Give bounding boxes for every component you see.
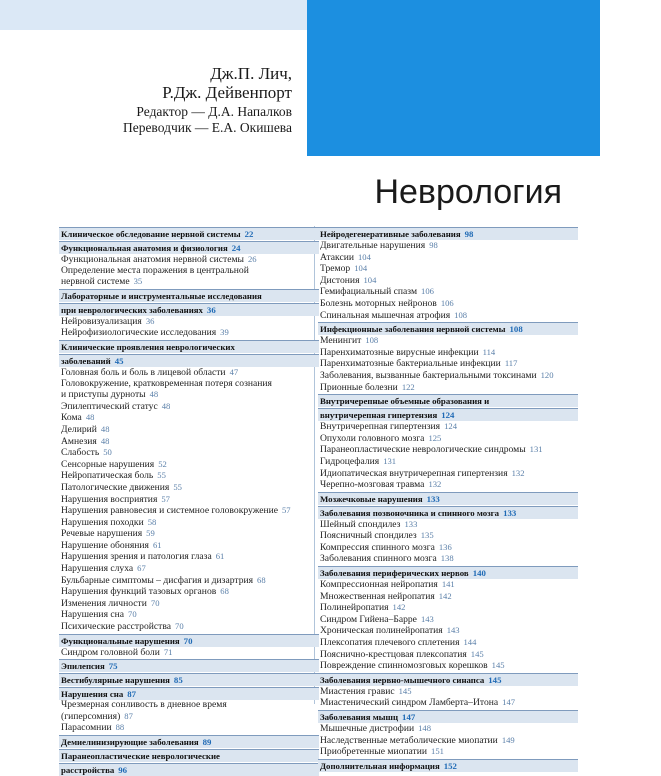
- page-title: Неврология: [374, 173, 562, 211]
- toc-entry-text: Компрессионная нейропатия: [320, 579, 438, 591]
- toc-entry-text: Внутричерепная гипертензия: [320, 421, 441, 433]
- toc-entry: [318, 519, 578, 531]
- toc-section-heading: [318, 492, 578, 505]
- toc-entry: [59, 563, 319, 575]
- toc-page-number: 55: [173, 481, 182, 492]
- toc-entry-text: Заболевания периферических нервов: [320, 568, 469, 579]
- toc-page-number: 104: [363, 274, 377, 285]
- toc-page-number: 98: [429, 240, 438, 250]
- toc-section-heading: [318, 566, 578, 579]
- toc-section-heading: [318, 506, 578, 519]
- toc-page-number: 61: [152, 539, 162, 550]
- toc-page-number: 125: [428, 432, 442, 443]
- toc-section-heading: [59, 673, 319, 686]
- toc-entry: [59, 447, 319, 459]
- toc-page-number: 70: [175, 621, 184, 632]
- toc-page-number: 48: [161, 400, 171, 411]
- toc-page-number: 47: [229, 366, 239, 377]
- toc-right-column: [318, 226, 578, 772]
- toc-page-number: 108: [454, 309, 468, 320]
- toc-entry: [318, 468, 578, 480]
- toc-page-number: 145: [491, 660, 505, 671]
- toc-entry-text: Нарушения зрения и патология глаза: [61, 551, 212, 563]
- toc-entry-text: (гиперсомния): [61, 710, 121, 722]
- toc-entry: [318, 370, 578, 382]
- toc-entry: [318, 735, 578, 747]
- toc-entry: [59, 424, 319, 436]
- toc-page-number: 67: [137, 563, 146, 574]
- toc-entry: [318, 479, 578, 491]
- toc-section-heading: [59, 241, 319, 254]
- toc-entry-text: Шейный спондилез: [320, 518, 401, 530]
- toc-page-number: 131: [383, 455, 397, 466]
- toc-entry-text: Головная боль и боль в лицевой области: [61, 366, 226, 378]
- toc-page-number: 36: [145, 315, 155, 326]
- toc-page-number: 39: [220, 327, 229, 338]
- toc-entry-text: Нарушения функций тазовых органов: [61, 586, 217, 598]
- toc-entry-text: Компрессия спинного мозга: [320, 541, 435, 553]
- toc-entry-text: Эпилепсия: [61, 661, 105, 672]
- toc-entry-text: Нейровизуализация: [61, 315, 142, 327]
- toc-entry-text: Прионные болезни: [320, 381, 398, 393]
- toc-page-number: 133: [404, 518, 418, 529]
- toc-entry-text: Психические расстройства: [61, 621, 172, 633]
- toc-entry: [318, 240, 578, 252]
- toc-entry: [59, 459, 319, 471]
- toc-entry-text: Мозжечковые нарушения: [320, 493, 423, 504]
- toc-entry-text: Гемифациальный спазм: [320, 286, 418, 298]
- toc-page-number: 138: [440, 553, 454, 564]
- toc-page-number: 135: [420, 530, 434, 541]
- toc-entry-text: Атаксии: [320, 251, 354, 263]
- toc-entry: [59, 401, 319, 413]
- toc-entry-text: Паренхиматозные вирусные инфекции: [320, 346, 479, 358]
- toc-entry: [318, 252, 578, 264]
- toc-page-number: 104: [357, 251, 371, 262]
- authors: [12, 64, 292, 102]
- toc-entry-text: Функциональная анатомия и физиология: [61, 243, 228, 253]
- toc-entry-text: Идиопатическая внутричерепная гипертензия: [320, 467, 508, 479]
- toc-entry-text: Лабораторные и инструментальные исследования: [61, 290, 262, 301]
- toc-page-number: 117: [504, 358, 518, 369]
- editor-line: Редактор — Д.А. Напалков: [136, 104, 292, 119]
- toc-entry-text: Заболевания спинного мозга: [320, 553, 437, 565]
- toc-entry: [318, 286, 578, 298]
- toc-entry: [59, 482, 319, 494]
- toc-entry-text: Демиелинизирующие заболевания: [61, 737, 199, 747]
- toc-entry-text: Внутричерепные объемные образования и: [320, 396, 490, 407]
- toc-entry: [318, 358, 578, 370]
- toc-entry-text: Нейродегенеративные заболевания: [320, 229, 461, 239]
- toc-entry-text: заболеваний: [61, 355, 111, 366]
- toc-page-number: 48: [100, 423, 110, 434]
- toc-page-number: 26: [247, 254, 257, 264]
- toc-page-number: 106: [421, 286, 434, 297]
- toc-entry-text: Нарушения сна: [61, 609, 125, 621]
- toc-entry-text: Миастенический синдром Ламберта–Итона: [320, 697, 499, 709]
- toc-entry-text: Делирий: [61, 423, 97, 435]
- toc-entry: [318, 347, 578, 359]
- toc-entry: [59, 586, 319, 598]
- toc-page-number: 88: [115, 722, 125, 733]
- toc-page-number: 89: [202, 737, 212, 747]
- toc-entry-text: Синдром Гийена–Барре: [320, 613, 417, 625]
- toc-entry-text: Изменения личности: [61, 597, 147, 609]
- toc-entry: [59, 722, 319, 734]
- toc-entry: [59, 609, 319, 621]
- toc-entry: [318, 456, 578, 468]
- toc-entry-text: Дополнительная информация: [320, 760, 440, 771]
- toc-entry-text: Нарушения восприятия: [61, 493, 158, 505]
- chapter-number: 1: [621, 72, 661, 152]
- toc-entry-text: Двигательные нарушения: [320, 240, 426, 251]
- toc-page-number: 45: [114, 355, 124, 366]
- toc-entry-text: Кома: [61, 412, 82, 424]
- toc-entry-text: расстройства: [61, 765, 115, 775]
- toc-page-number: 68: [220, 586, 229, 597]
- toc-entry-text: Парасомнии: [61, 722, 112, 734]
- toc-section-heading: [59, 340, 319, 353]
- toc-page-number: 148: [418, 723, 431, 733]
- toc-entry-text: Менингит: [320, 335, 362, 347]
- toc-entry-text: Нарушения равновесия и системное головокружение: [61, 505, 278, 517]
- toc-entry-text: Нейропатическая боль: [61, 470, 154, 482]
- toc-section-heading: [318, 759, 578, 772]
- toc-entry-text: Заболевания нервно-мышечного синапса: [320, 674, 485, 685]
- toc-section-heading: [59, 354, 319, 367]
- toc-page-number: 59: [146, 528, 155, 539]
- toc-page-number: 132: [428, 479, 442, 490]
- toc-page-number: 61: [215, 551, 225, 562]
- toc-entry: [59, 316, 319, 328]
- author-line: Дж.П. Лич,: [210, 64, 292, 83]
- toc-page-number: 96: [118, 765, 128, 775]
- toc-page-number: 145: [398, 685, 412, 696]
- toc-entry: [59, 647, 319, 659]
- toc-page-number: 106: [440, 297, 454, 308]
- toc-page-number: 142: [438, 590, 452, 601]
- toc-section-heading: [59, 289, 319, 302]
- toc-entry-text: Заболевания мышц: [320, 712, 399, 722]
- toc-entry: [318, 602, 578, 614]
- toc-entry: [59, 327, 319, 339]
- toc-entry: [318, 660, 578, 672]
- toc-entry-text: Множественная нейропатия: [320, 590, 435, 602]
- toc-entry-text: Вестибулярные нарушения: [61, 675, 170, 686]
- credits: [12, 104, 292, 136]
- toc-entry: [59, 551, 319, 563]
- toc-section-heading: [59, 227, 319, 240]
- toc-entry: [59, 266, 319, 277]
- toc-page-number: 143: [446, 625, 460, 636]
- toc-section-heading: [59, 735, 319, 748]
- toc-page-number: 87: [124, 710, 133, 721]
- toc-entry-text: Паренхиматозные бактериальные инфекции: [320, 358, 501, 370]
- chapter-banner: [307, 0, 661, 156]
- toc-entry-text: Амнезия: [61, 435, 97, 447]
- toc-entry-text: Слабость: [61, 447, 100, 459]
- toc-section-heading: [59, 749, 319, 762]
- toc-entry-text: Тремор: [320, 263, 351, 275]
- toc-page-number: 87: [127, 689, 137, 700]
- toc-entry-text: Дистония: [320, 274, 360, 286]
- toc-entry-text: Заболевания позвоночника и спинного мозга: [320, 507, 500, 518]
- toc-entry-text: Приобретенные миопатии: [320, 746, 428, 758]
- toc-left-column: [59, 226, 319, 776]
- toc-page-number: 141: [441, 579, 455, 590]
- toc-page-number: 133: [503, 507, 517, 518]
- toc-entry: [59, 621, 319, 633]
- toc-section-heading: [318, 673, 578, 686]
- toc-entry: [318, 649, 578, 661]
- toc-page-number: 71: [163, 646, 173, 657]
- toc-page-number: 131: [529, 444, 543, 455]
- toc-page-number: 124: [441, 410, 455, 421]
- toc-page-number: 75: [108, 661, 118, 672]
- toc-entry: [318, 263, 578, 275]
- toc-entry: [59, 379, 319, 390]
- toc-entry: [59, 540, 319, 552]
- toc-page-number: 120: [540, 369, 554, 380]
- toc-entry-text: Черепно-мозговая травма: [320, 479, 425, 491]
- toc-page-number: 142: [392, 602, 406, 613]
- toc-entry-text: при неврологических заболеваниях: [61, 304, 203, 315]
- toc-entry: [59, 505, 319, 517]
- toc-page-number: 68: [257, 574, 266, 585]
- toc-entry-text: Чрезмерная сонливость в дневное время: [61, 699, 227, 711]
- toc-page-number: 48: [149, 389, 159, 400]
- toc-entry: [59, 494, 319, 506]
- toc-page-number: 48: [85, 412, 95, 423]
- toc-page-number: 22: [244, 229, 254, 239]
- toc-entry-text: Паранеопластические неврологические: [61, 751, 220, 761]
- toc-page-number: 147: [502, 697, 516, 708]
- toc-page-number: 70: [128, 609, 137, 620]
- toc-entry-text: Нарушения походки: [61, 516, 144, 528]
- toc-section-heading: [318, 710, 578, 723]
- toc-entry: [318, 553, 578, 565]
- toc-page-number: 132: [511, 467, 525, 478]
- toc-entry-text: Полинейропатия: [320, 602, 389, 614]
- toc-entry: [59, 412, 319, 424]
- toc-entry-text: Инфекционные заболевания нервной системы: [320, 324, 506, 335]
- toc-entry-text: Головокружение, кратковременная потеря сознания: [61, 377, 272, 389]
- toc-entry-text: Нейрофизиологические исследования: [61, 327, 217, 339]
- toc-entry: [59, 575, 319, 587]
- toc-page-number: 85: [173, 675, 183, 686]
- toc-entry-text: Повреждение спинномозговых корешков: [320, 660, 488, 672]
- toc-entry-text: Нарушения сна: [61, 689, 124, 700]
- translator-line: Переводчик — Е.А. Окишева: [122, 120, 292, 135]
- author-line: Р.Дж. Дейвенпорт: [162, 83, 292, 102]
- toc-page-number: 122: [401, 381, 415, 392]
- toc-page-number: 24: [231, 243, 241, 253]
- toc-page-number: 145: [488, 674, 502, 685]
- toc-entry-text: Речевые нарушения: [61, 528, 143, 540]
- toc-entry-text: Наследственные метаболические миопатии: [320, 734, 498, 746]
- toc-page-number: 50: [103, 447, 112, 458]
- toc-entry-text: Мышечные дистрофии: [320, 723, 415, 734]
- toc-section-heading: [318, 227, 578, 240]
- toc-entry-text: Заболевания, вызванные бактериальными токсинами: [320, 369, 537, 381]
- toc-entry-text: и приступы дурноты: [61, 389, 146, 401]
- toc-entry: [318, 614, 578, 626]
- toc-page-number: 48: [100, 435, 110, 446]
- toc-entry: [59, 276, 319, 288]
- toc-entry-text: нервной системе: [61, 276, 130, 288]
- toc-entry-text: Спинальная мышечная атрофия: [320, 309, 451, 321]
- toc-page-number: 145: [470, 648, 484, 659]
- toc-page-number: 152: [443, 760, 457, 771]
- toc-entry-text: Определение места поражения в центральной: [61, 264, 249, 276]
- toc-page-number: 151: [431, 746, 444, 757]
- toc-entry: [59, 389, 319, 401]
- toc-page-number: 108: [365, 335, 379, 346]
- toc-page-number: 144: [463, 637, 477, 648]
- toc-entry-text: Пояснично-крестцовая плексопатия: [320, 648, 467, 660]
- toc-entry-text: Нарушения слуха: [61, 563, 134, 575]
- toc-entry-text: Гидроцефалия: [320, 455, 380, 467]
- toc-entry: [318, 637, 578, 649]
- toc-entry: [318, 625, 578, 637]
- toc-entry-text: Плексопатия плечевого сплетения: [320, 637, 460, 649]
- toc-entry: [318, 298, 578, 310]
- toc-entry-text: Сенсорные нарушения: [61, 458, 155, 470]
- toc-page-number: 52: [158, 458, 167, 469]
- toc-page-number: 36: [206, 304, 216, 315]
- toc-entry: [318, 697, 578, 709]
- toc-entry: [318, 382, 578, 394]
- toc-entry-text: Бульбарные симптомы – дисфагия и дизартрия: [61, 574, 254, 586]
- toc-entry-text: Функциональные нарушения: [61, 635, 180, 646]
- toc-entry: [318, 579, 578, 591]
- toc-entry: [318, 310, 578, 322]
- toc-entry: [59, 436, 319, 448]
- toc-entry-text: Болезнь моторных нейронов: [320, 297, 437, 309]
- toc-page-number: 98: [464, 229, 474, 239]
- toc-page-number: 70: [183, 635, 193, 646]
- toc-entry: [318, 530, 578, 542]
- toc-entry-text: Миастения гравис: [320, 685, 395, 697]
- toc-page-number: 70: [150, 597, 160, 608]
- toc-entry: [59, 528, 319, 540]
- toc-section-heading: [59, 303, 319, 316]
- toc-page-number: 147: [402, 712, 416, 722]
- toc-entry-text: Нарушение обоняния: [61, 539, 149, 551]
- toc-page-number: 57: [281, 505, 291, 516]
- toc-entry: [318, 433, 578, 445]
- toc-entry: [318, 275, 578, 287]
- toc-entry-text: Эпилептический статус: [61, 400, 158, 412]
- toc-entry: [318, 542, 578, 554]
- toc-entry: [59, 470, 319, 482]
- toc-entry: [59, 598, 319, 610]
- toc-page-number: 104: [354, 263, 368, 274]
- toc-entry: [318, 421, 578, 433]
- toc-entry-text: Паранеопластические неврологические синдромы: [320, 444, 526, 456]
- toc-page-number: 140: [472, 568, 486, 579]
- toc-page-number: 55: [157, 470, 166, 481]
- toc-section-heading: [59, 634, 319, 647]
- toc-entry-text: Клинические проявления неврологических: [61, 341, 235, 352]
- toc-page-number: 108: [509, 324, 523, 335]
- toc-page-number: 149: [501, 734, 515, 745]
- toc-entry: [59, 700, 319, 711]
- toc-page-number: 136: [438, 541, 452, 552]
- toc-page-number: 58: [147, 516, 157, 527]
- toc-entry-text: Опухоли головного мозга: [320, 432, 425, 444]
- toc-page-number: 57: [161, 493, 170, 504]
- toc-page-number: 124: [444, 421, 457, 432]
- toc-entry: [318, 444, 578, 456]
- toc-entry: [59, 517, 319, 529]
- toc-page-number: 114: [482, 346, 496, 357]
- toc-entry-text: Хроническая полинейропатия: [320, 625, 443, 637]
- toc-entry: [318, 723, 578, 735]
- toc-entry-text: Патологические движения: [61, 481, 170, 493]
- toc-entry-text: Клиническое обследование нервной системы: [61, 229, 241, 239]
- toc-entry-text: Поясничный спондилез: [320, 530, 417, 542]
- toc-section-heading: [318, 322, 578, 335]
- toc-entry-text: Функциональная анатомия нервной системы: [61, 254, 244, 265]
- toc-entry: [318, 591, 578, 603]
- toc-entry: [318, 686, 578, 698]
- toc-entry: [318, 746, 578, 758]
- toc-entry: [59, 711, 319, 723]
- toc-entry-text: внутричерепная гипертензия: [320, 410, 438, 421]
- toc-page-number: 143: [420, 613, 434, 624]
- toc-section-heading: [318, 394, 578, 407]
- toc-section-heading: [59, 763, 319, 776]
- toc-entry-text: Синдром головной боли: [61, 646, 160, 658]
- toc-page-number: 133: [426, 493, 440, 504]
- toc-section-heading: [318, 408, 578, 421]
- toc-entry: [318, 335, 578, 347]
- toc-section-heading: [59, 659, 319, 672]
- toc-page-number: 35: [133, 276, 143, 287]
